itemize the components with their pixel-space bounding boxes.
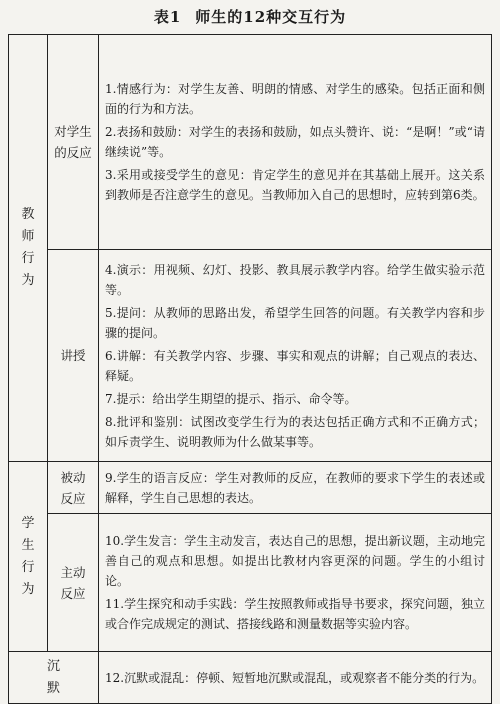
- table-title: [0, 4, 500, 30]
- item-4: 4.演示：用视频、幻灯、投影、教具展示教学内容。给学生做实验示范等。: [105, 262, 485, 297]
- item-9: 9.学生的语言反应：学生对教师的反应，在教师的要求下学生的表述或解释，学生自己思想的表达。: [105, 470, 485, 505]
- subcategory-react: [48, 35, 99, 250]
- subcategory-label: 对学生的反应: [54, 124, 92, 160]
- table-caption: 师生的12种交互行为: [195, 8, 347, 26]
- table-row: [9, 250, 492, 462]
- table-row: [9, 652, 492, 704]
- description-cell: [99, 35, 492, 250]
- item-6: 6.讲解：有关教学内容、步骤、事实和观点的讲解；自己观点的表达、释疑。: [105, 348, 485, 383]
- category-student: [9, 462, 48, 652]
- item-10: 10.学生发言：学生主动发言，表达自己的思想，提出新议题，主动地完善自己的观点和思想。如提出比教材内容更深的问题。学生的小组讨论。: [105, 534, 485, 588]
- item-2: 2.表扬和鼓励：对学生的表扬和鼓励，如点头赞许、说：“是啊！”或“请继续说”等。: [105, 125, 485, 159]
- table-number: 表1: [153, 8, 182, 26]
- item-8: 8.批评和鉴别：试图改变学生行为的表达包括正确方式和不正确方式；如斥责学生、说明教师为什么做某事等。: [105, 414, 485, 449]
- item-11: 11.学生探究和动手实践：学生按照教师或指导书要求，探究问题，独立或合作完成规定的测试、搭接线路和测量数据等实验内容。: [105, 597, 485, 631]
- table-row: [9, 514, 492, 652]
- subcategory-lecture: [48, 250, 99, 462]
- table-row: [9, 462, 492, 514]
- item-5: 5.提问：从教师的思路出发，希望学生回答的问题。有关教学内容和步骤的提问。: [105, 305, 485, 340]
- subcategory-label: 讲授: [60, 348, 86, 363]
- interaction-table: [8, 34, 492, 704]
- item-3: 3.采用或接受学生的意见：肯定学生的意见并在其基础上展开。这关系到教师是否注意学生的意见。当教师加入自己的思想时，应转到第6类。: [105, 168, 485, 202]
- category-silence: [9, 652, 99, 704]
- category-label: 学生行为: [21, 515, 35, 597]
- subcategory-label: 被动反应: [60, 469, 86, 506]
- description-cell: [99, 514, 492, 652]
- item-12: 12.沉默或混乱：停顿、短暂地沉默或混乱，或观察者不能分类的行为。: [105, 670, 485, 685]
- item-7: 7.提示：给出学生期望的提示、指示、命令等。: [105, 391, 357, 406]
- description-cell: [99, 652, 492, 704]
- category-label: 教师行为: [21, 207, 35, 288]
- table-row: [9, 35, 492, 250]
- category-label: 沉默: [46, 658, 60, 696]
- subcategory-label: 主动反应: [60, 564, 86, 601]
- description-cell: [99, 250, 492, 462]
- subcategory-active: [48, 514, 99, 652]
- category-teacher: [9, 35, 48, 462]
- description-cell: [99, 462, 492, 514]
- item-1: 1.情感行为：对学生友善、明朗的情感、对学生的感染。包括正面和侧面的行为和方法。: [105, 82, 485, 116]
- subcategory-passive: [48, 462, 99, 514]
